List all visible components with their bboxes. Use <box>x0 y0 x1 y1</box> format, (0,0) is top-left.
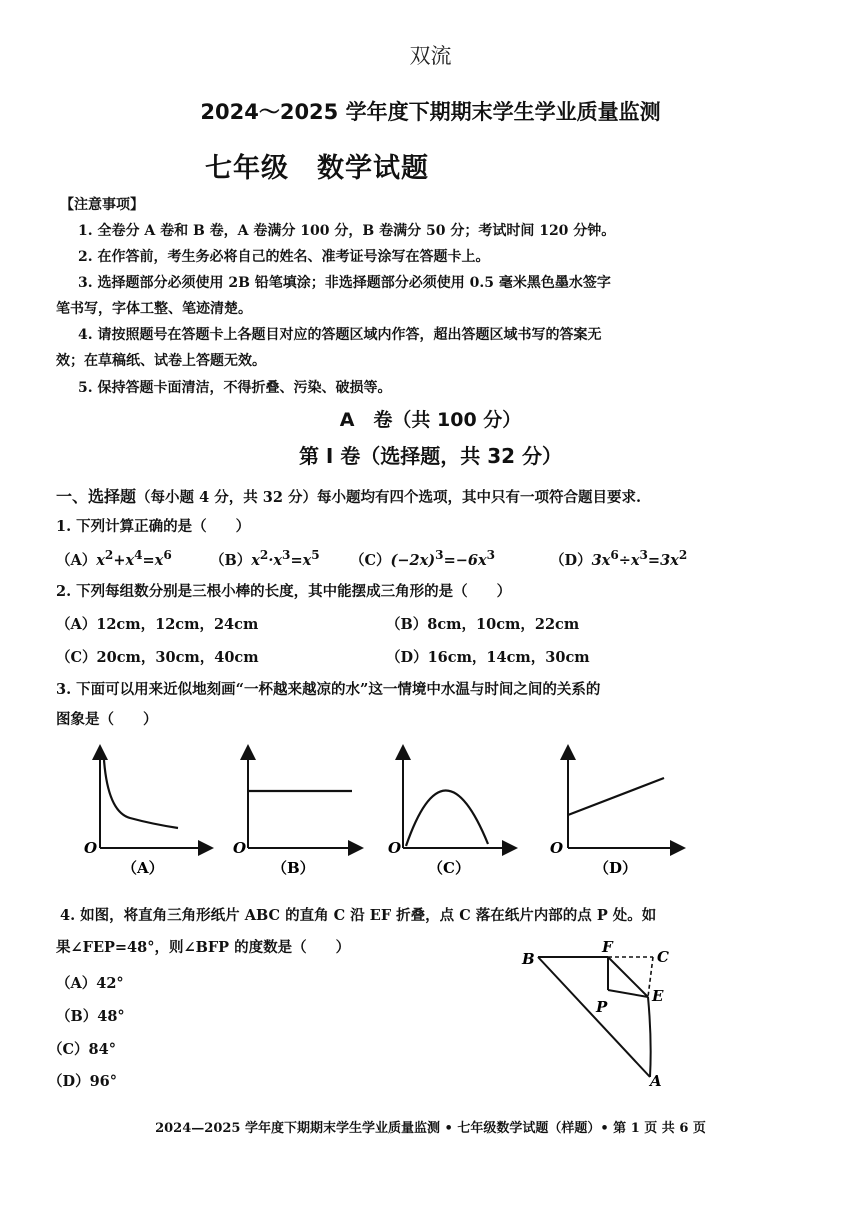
point-f-label: F <box>602 940 613 956</box>
graph-c-label: （C） <box>428 859 470 877</box>
note-item: 1. 全卷分 A 卷和 B 卷，A 卷满分 100 分，B 卷满分 50 分；考试时间 120 分钟。 <box>78 223 616 239</box>
question-1-stem: 1. 下列计算正确的是（ ） <box>56 518 251 535</box>
graph-d-origin: O <box>550 839 564 857</box>
graph-d <box>550 752 678 877</box>
part-1-heading: 第 I 卷（选择题，共 32 分） <box>298 444 563 468</box>
graph-c <box>388 752 510 877</box>
q4-option-d: （D）96° <box>48 1073 118 1090</box>
question-3-stem-cont: 图象是（ ） <box>56 711 158 728</box>
question-2-stem: 2. 下列每组数分别是三根小棒的长度，其中能摆成三角形的是（ ） <box>56 583 512 600</box>
q4-option-b: （B）48° <box>56 1008 125 1025</box>
section-instruction <box>56 484 641 507</box>
exam-subtitle: 七年级 数学试题 <box>205 153 429 184</box>
school-header: 双流 <box>409 44 452 68</box>
graph-d-line <box>568 778 664 815</box>
q2-option-c: （C）20cm，30cm，40cm <box>56 649 259 666</box>
question-3-stem: 3. 下面可以用来近似地刻画“一杯越来越凉的水”这一情境中水温与时间之间的关系的 <box>56 681 601 698</box>
q2-option-b: （B）8cm，10cm，22cm <box>386 616 580 633</box>
q3-graph-options <box>0 740 861 885</box>
q4-option-a: （A）42° <box>56 975 124 992</box>
point-b-label: B <box>522 950 535 968</box>
section-a-heading: A 卷（共 100 分） <box>339 409 522 431</box>
q2-option-d: （D）16cm，14cm，30cm <box>386 649 590 666</box>
graph-c-origin: O <box>388 839 402 857</box>
point-c-label: C <box>657 948 669 966</box>
graph-c-curve <box>406 790 488 846</box>
q1-option-a: $(A)x^2+x^4=x^6$ <box>56 548 172 569</box>
graph-b-origin: O <box>233 839 247 857</box>
notes-heading: 【注意事项】 <box>60 197 144 213</box>
note-item: 4. 请按照题号在答题卡上各题目对应的答题区域内作答，超出答题区域书写的答案无 <box>78 327 602 343</box>
graph-a-label: （A） <box>122 859 164 877</box>
question-4-stem-cont: 果∠FEP=48°，则∠BFP 的度数是（ ） <box>56 939 351 956</box>
note-item: 5. 保持答题卡面清洁，不得折叠、污染、破损等。 <box>78 380 392 396</box>
graph-a-origin: O <box>84 839 98 857</box>
q1-option-c: $(C)(-2x)^3=-6x^3$ <box>350 548 496 569</box>
exam-title: 2024～2025 学年度下期期末学生学业质量监测 <box>200 100 661 124</box>
note-item: 2. 在作答前，考生务必将自己的姓名、准考证号涂写在答题卡上。 <box>78 249 490 265</box>
graph-a-curve <box>104 760 178 828</box>
question-4-stem: 4. 如图，将直角三角形纸片 ABC 的直角 C 沿 EF 折叠，点 C 落在纸片内部的点 P 处。如 <box>60 907 657 924</box>
note-item: 3. 选择题部分必须使用 2B 铅笔填涂；非选择题部分必须使用 0.5 毫米黑色墨水签字 <box>78 275 611 291</box>
graph-b-label: （B） <box>272 859 315 877</box>
q4-triangle-figure <box>510 940 710 1090</box>
graph-d-label: （D） <box>594 859 638 877</box>
note-item: 效；在草稿纸、试卷上答题无效。 <box>56 353 266 369</box>
point-e-label: E <box>652 987 664 1005</box>
page-footer: 2024—2025 学年度下期期末学生学业质量监测 • 七年级数学试题（样题）• 第 1 页 共 6 页 <box>155 1121 706 1136</box>
instruction-text: （每小题 4 分，共 32 分）每小题均有四个选项，其中只有一项符合题目要求. <box>136 489 642 506</box>
instruction-label: 一、选择题 <box>56 487 137 506</box>
q4-option-c: （C）84° <box>48 1041 116 1058</box>
q1-option-d: $(D)3x^6\div x^3=3x^2$ <box>550 548 688 569</box>
q2-option-a: （A）12cm，12cm，24cm <box>56 616 259 633</box>
point-a-label: A <box>650 1072 662 1090</box>
q1-option-b: $(B)x^2\cdot x^3=x^5$ <box>210 548 320 569</box>
point-p-label: P <box>596 998 608 1016</box>
graph-a <box>84 752 206 877</box>
graph-b <box>233 752 356 877</box>
note-item: 笔书写，字体工整、笔迹清楚。 <box>56 301 252 317</box>
